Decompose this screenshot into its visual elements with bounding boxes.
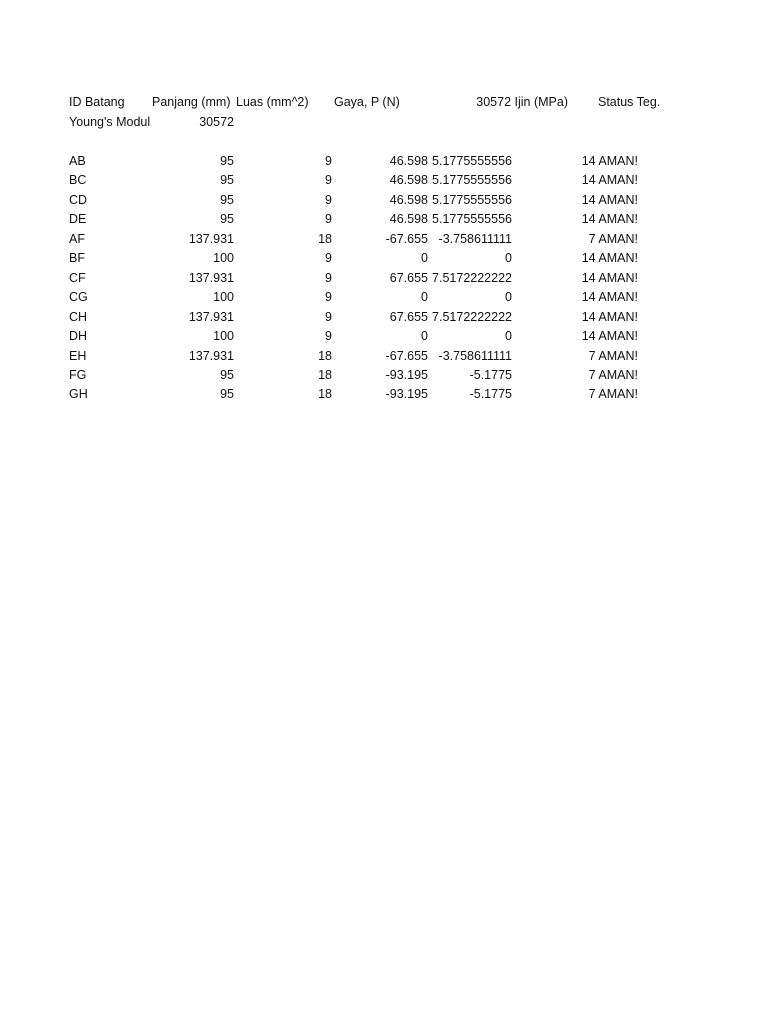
table-row [0,211,768,230]
cell-tegangan: -5.1775 [469,367,512,382]
cell-id-batang: DH [69,329,88,344]
cell-status: 14 AMAN! [581,192,638,207]
cell-gaya: 46.598 [389,154,428,168]
cell-luas: 9 [325,154,332,168]
cell-gaya: 46.598 [389,212,428,227]
cell-id-batang: CD [69,192,88,207]
cell-luas: 9 [325,270,332,285]
table-row [0,231,768,250]
youngs-modulus-value: 30572 [199,115,234,129]
table-row [0,328,768,347]
cell-panjang: 100 [213,290,234,305]
cell-gaya: 67.655 [389,270,428,285]
cell-id-batang: FG [69,367,87,382]
cell-panjang: 137.931 [188,231,234,246]
cell-panjang: 137.931 [188,348,234,363]
cell-tegangan: 0 [505,251,512,266]
header-ijin: 30572 Ijin (MPa) [476,95,568,109]
header-status: Status Teg. [598,95,661,109]
cell-status: 14 AMAN! [581,154,638,168]
cell-id-batang: CH [69,309,88,324]
cell-luas: 9 [325,212,332,227]
cell-tegangan: 5.1775555556 [432,173,512,188]
cell-id-batang: EH [69,348,87,363]
cell-status: 14 AMAN! [581,309,638,324]
cell-id-batang: AB [69,154,86,168]
cell-panjang: 137.931 [188,270,234,285]
cell-luas: 9 [325,309,332,324]
table-row [0,309,768,328]
cell-gaya: 0 [421,329,428,344]
cell-gaya: 67.655 [389,309,428,324]
cell-gaya: -93.195 [385,367,428,382]
cell-id-batang: BC [69,173,87,188]
table-row [0,250,768,269]
cell-id-batang: BF [69,251,85,266]
table-row [0,367,768,386]
cell-tegangan: 7.5172222222 [432,309,512,324]
cell-panjang: 100 [213,251,234,266]
cell-panjang: 137.931 [188,309,234,324]
cell-id-batang: GH [69,387,88,402]
header-luas: Luas (mm^2) [236,95,309,109]
table-row [0,348,768,367]
cell-gaya: 46.598 [389,192,428,207]
cell-tegangan: 5.1775555556 [432,192,512,207]
cell-panjang: 95 [220,154,234,168]
cell-panjang: 95 [220,212,234,227]
cell-status: 14 AMAN! [581,329,638,344]
cell-id-batang: CG [69,290,88,305]
cell-tegangan: 0 [505,329,512,344]
cell-status: 14 AMAN! [581,173,638,188]
cell-panjang: 95 [220,367,234,382]
cell-status: 7 AMAN! [588,348,638,363]
cell-gaya: -67.655 [385,348,428,363]
cell-status: 14 AMAN! [581,290,638,305]
cell-id-batang: CF [69,270,86,285]
cell-tegangan: 0 [505,290,512,305]
cell-status: 14 AMAN! [581,251,638,266]
cell-luas: 9 [325,290,332,305]
cell-tegangan: -5.1775 [469,387,512,402]
cell-luas: 9 [325,173,332,188]
cell-status: 7 AMAN! [588,367,638,382]
youngs-modulus-label: Young's Modul [69,115,151,129]
cell-tegangan: 5.1775555556 [432,212,512,227]
cell-gaya: 0 [421,251,428,266]
cell-gaya: -67.655 [385,231,428,246]
cell-luas: 18 [318,367,332,382]
cell-tegangan: -3.758611111 [438,231,512,246]
cell-tegangan: -3.758611111 [438,348,512,363]
cell-status: 7 AMAN! [588,387,638,402]
cell-panjang: 95 [220,192,234,207]
cell-tegangan: 7.5172222222 [432,270,512,285]
header-id-batang: ID Batang [69,95,125,109]
cell-tegangan: 5.1775555556 [432,154,512,168]
table-row [0,153,768,172]
cell-gaya: -93.195 [385,387,428,402]
header-panjang: Panjang (mm) [152,95,231,109]
cell-gaya: 0 [421,290,428,305]
cell-status: 7 AMAN! [588,231,638,246]
cell-id-batang: AF [69,231,85,246]
cell-panjang: 100 [213,329,234,344]
cell-luas: 18 [318,348,332,363]
table-row [0,386,768,405]
table-row [0,289,768,308]
cell-luas: 18 [318,387,332,402]
cell-luas: 18 [318,231,332,246]
cell-id-batang: DE [69,212,87,227]
cell-panjang: 95 [220,387,234,402]
table-row [0,172,768,191]
cell-panjang: 95 [220,173,234,188]
table-row [0,192,768,211]
cell-luas: 9 [325,192,332,207]
header-gaya: Gaya, P (N) [334,95,400,109]
cell-status: 14 AMAN! [581,212,638,227]
cell-luas: 9 [325,251,332,266]
table-row [0,270,768,289]
cell-luas: 9 [325,329,332,344]
cell-gaya: 46.598 [389,173,428,188]
cell-status: 14 AMAN! [581,270,638,285]
